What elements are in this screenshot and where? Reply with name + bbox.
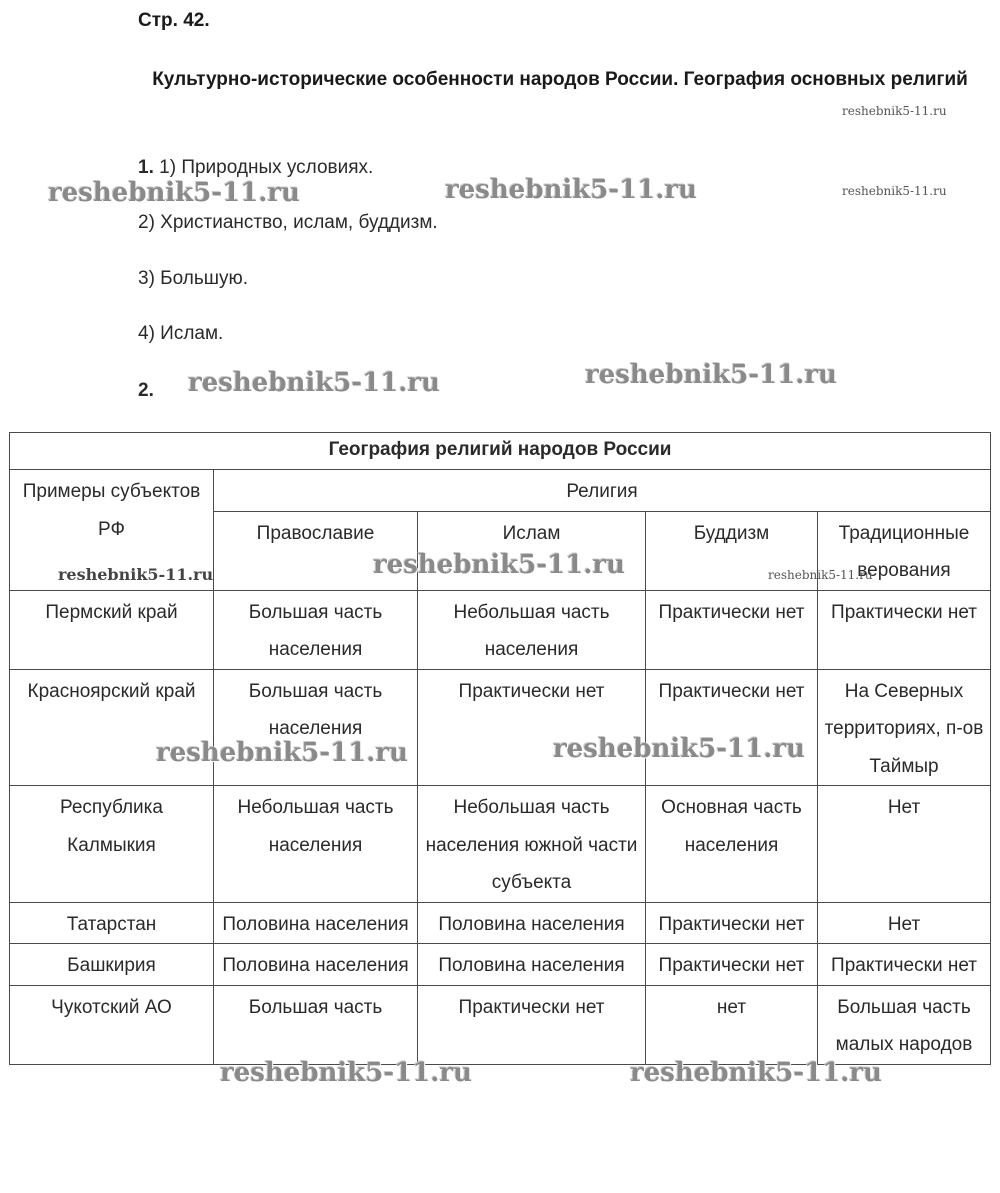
page-label: Стр. 42.: [138, 10, 210, 31]
cell-traditional: Большая часть малых народов: [818, 985, 991, 1064]
cell-islam: Практически нет: [418, 669, 646, 786]
cell-subject: Татарстан: [10, 902, 214, 944]
cell-islam: Небольшая часть населения: [418, 590, 646, 669]
task1-number: 1.: [138, 157, 154, 178]
cell-buddhism: нет: [646, 985, 818, 1064]
task2-number: 2.: [138, 380, 154, 401]
watermark: reshebnik5-11.ru: [842, 184, 947, 198]
cell-orthodoxy: Половина населения: [214, 944, 418, 986]
table-row: [10, 944, 991, 986]
cell-islam: Половина населения: [418, 944, 646, 986]
answer-text: 1) Природных условиях.: [159, 157, 374, 178]
table-row: [10, 786, 991, 903]
cell-orthodoxy: Половина населения: [214, 902, 418, 944]
watermark: reshebnik5-11.ru: [373, 550, 626, 580]
header-buddhism: Буддизм: [646, 511, 818, 590]
task1-answer-1: [138, 157, 373, 179]
watermark: reshebnik5-11.ru: [156, 738, 409, 768]
header-religion: Религия: [214, 470, 991, 512]
watermark: reshebnik5-11.ru: [220, 1058, 473, 1088]
cell-buddhism: Практически нет: [646, 590, 818, 669]
cell-islam: Половина населения: [418, 902, 646, 944]
header-traditional: Традиционные верования: [818, 511, 991, 590]
cell-subject: Республика Калмыкия: [10, 786, 214, 903]
watermark: reshebnik5-11.ru: [630, 1058, 883, 1088]
table-row: [10, 669, 991, 786]
cell-buddhism: Практически нет: [646, 669, 818, 786]
watermark: reshebnik5-11.ru: [768, 568, 873, 582]
header-islam: Ислам: [418, 511, 646, 590]
cell-traditional: Практически нет: [818, 944, 991, 986]
cell-subject: Чукотский АО: [10, 985, 214, 1064]
watermark: reshebnik5-11.ru: [48, 178, 301, 208]
cell-traditional: Нет: [818, 786, 991, 903]
cell-orthodoxy: Большая часть населения: [214, 590, 418, 669]
cell-traditional: Практически нет: [818, 590, 991, 669]
cell-traditional: Нет: [818, 902, 991, 944]
watermark: reshebnik5-11.ru: [58, 565, 214, 584]
cell-traditional: На Северных территориях, п-ов Таймыр: [818, 669, 991, 786]
watermark: reshebnik5-11.ru: [553, 734, 806, 764]
cell-buddhism: Основная часть населения: [646, 786, 818, 903]
watermark: reshebnik5-11.ru: [188, 368, 441, 398]
table-row: [10, 985, 991, 1064]
header-orthodoxy: Православие: [214, 511, 418, 590]
header-subjects: Примеры субъектов РФ: [10, 470, 214, 591]
table-row: [10, 590, 991, 669]
table-caption: География религий народов России: [10, 433, 991, 470]
cell-orthodoxy: Большая часть населения: [214, 669, 418, 786]
cell-orthodoxy: Небольшая часть населения: [214, 786, 418, 903]
cell-orthodoxy: Большая часть: [214, 985, 418, 1064]
cell-islam: Небольшая часть населения южной части субъекта: [418, 786, 646, 903]
cell-islam: Практически нет: [418, 985, 646, 1064]
task1-answer-3: 3) Большую.: [138, 268, 249, 289]
cell-subject: Пермский край: [10, 590, 214, 669]
task1-answer-4: 4) Ислам.: [138, 323, 224, 344]
task1-answer-2: 2) Христианство, ислам, буддизм.: [138, 212, 438, 233]
cell-subject: Красноярский край: [10, 669, 214, 786]
page-title: Культурно-исторические особенности народов России. География основных религий: [152, 69, 968, 90]
cell-subject: Башкирия: [10, 944, 214, 986]
table-row: [10, 902, 991, 944]
watermark: reshebnik5-11.ru: [585, 360, 838, 390]
watermark: reshebnik5-11.ru: [445, 175, 698, 205]
cell-buddhism: Практически нет: [646, 944, 818, 986]
watermark: reshebnik5-11.ru: [842, 104, 947, 118]
cell-buddhism: Практически нет: [646, 902, 818, 944]
